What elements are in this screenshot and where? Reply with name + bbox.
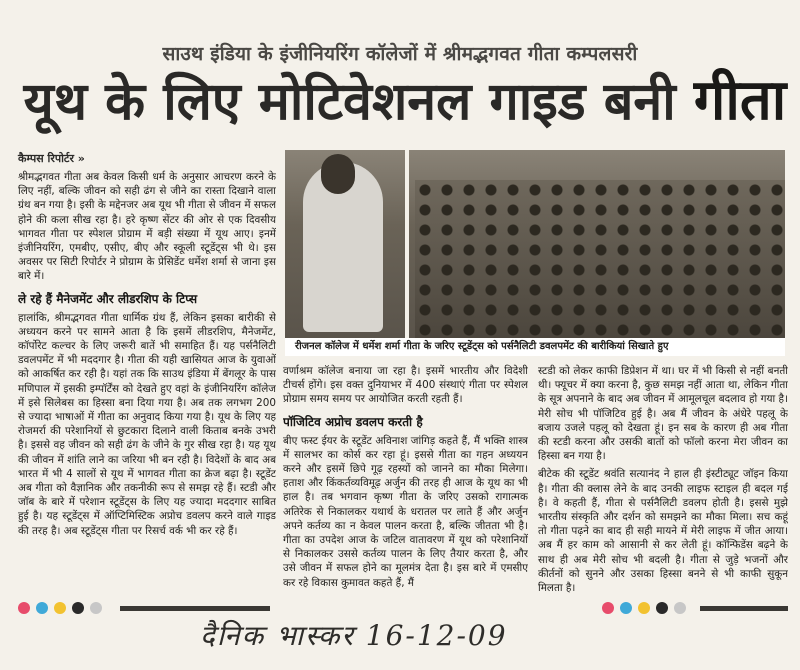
column-left (18, 170, 276, 610)
photo-caption: रीजनल कॉलेज में धर्मेश शर्मा गीता के जरिए स्टूडेंट्स को पर्सनैलिटी डवलपमेंट की बारीकियां सिखाते हुए (285, 338, 785, 356)
mid-body-paragraph: बीए फस्ट ईयर के स्टूडेंट अविनाश जांगिड़ कहते हैं, मैं भक्ति शास्त्र में सालभर का कोर्स कर रहा हूं। इससे गीता का गहन अध्ययन करने और इसमें छिपे गूढ़ रहस्यों को जानने का मौका मिलेगा। हताश और किंकर्तव्यविमूढ़ अर्जुन की तरह ही आज के यूथ का भी हाल है। तब भगवान कृष्ण गीता के जरिए उसको रागात्मक अतिरेक से निकालकर यथार्थ के धरातल पर लाते हैं और अर्जुन अपने कर्तव्य का न केवल पालन करता है, बल्कि जीतता भी है। गीता का उपदेश आज के जटिल वातावरण में यूथ को परेशानियों से निकालकर उससे कर्तव्य पालन के लिए तैयार करता है, और उसे जीवन में सफल होने का मूलमंत्र देता है। इस बारे में एमसीए कर रहे विकास कुमावत कहते हैं, मैं (283, 434, 528, 589)
color-dot (72, 602, 84, 614)
headline-main: यूथ के लिए मोटिवेशनल गाइड बनी (23, 72, 694, 132)
decorative-strip (120, 606, 270, 611)
handwritten-source-note: दैनिक भास्कर 16-12-09 (200, 619, 508, 652)
headline-accent: गीता (693, 68, 787, 133)
color-dot (18, 602, 30, 614)
color-dot (90, 602, 102, 614)
color-dot (54, 602, 66, 614)
audience-figure (415, 180, 785, 338)
color-dots-right (602, 602, 686, 614)
intro-paragraph: श्रीमद्भगवत गीता अब केवल किसी धर्म के अनुसार आचरण करने के लिए नहीं, बल्कि जीवन को सही ढंग से जीने का रास्ता दिखाने वाला ग्रंथ बन गया है। इसी के मद्देनजर अब यूथ भी गीता से जीवन में सफल होने की कला सीख रहा है। हरे कृष्ण सेंटर की ओर से एक दिवसीय भागवत गीता पर स्पेशल प्रोग्राम में बड़ी संख्या में यूथ आए। इनमें इंजीनियरिंग, एमबीए, एसीए, बीए और स्कूली स्टूडेंट्स भी थे। इस अवसर पर सिटी रिपोर्टर ने प्रोग्राम के प्रेसिडेंट धर्मेश शर्मा से जाना इस बारे में। (18, 171, 276, 283)
article-headline (20, 66, 790, 136)
color-dot (620, 602, 632, 614)
mid-top-paragraph: वर्णाश्रम कॉलेज बनाया जा रहा है। इसमें भारतीय और विदेशी टीचर्स होंगे। इस वक्त दुनियाभर में 400 संस्थाएं गीता पर स्पेशल प्रोग्राम समय समय पर आयोजित करती रहती हैं। (283, 365, 528, 406)
column-middle (283, 364, 528, 610)
subheading-leadership: ले रहे हैं मैनेजमेंट और लीडरशिप के टिप्स (18, 291, 198, 306)
color-dot (638, 602, 650, 614)
article-photo (285, 150, 785, 338)
byline: कैम्पस रिपोर्टर » (18, 152, 85, 165)
body-paragraph-1: हालांकि, श्रीमद्भगवत गीता धार्मिक ग्रंथ हैं, लेकिन इसका बारीकी से अध्ययन करने पर सामने आता है कि इसमें लीडरशिप, मैनेजमेंट, कॉर्पोरेट कल्चर के लिए जरूरी बातें भी समाहित हैं। यह पर्सनैलिटी डवलपमेंट में भी मददगार है। गीता की यही खासियत आज के युवाओं को आकर्षित कर रही है। यहां तक कि साउथ इंडिया में बेंगलूर के पास मणिपाल में इसकी इम्पॉर्टेंस को देखते हुए वहां के इंजीनियरिंग कॉलेज में इसे सिलेबस का हिस्सा बना दिया गया है। अब तक लगभग 200 से ज्यादा भाषाओं में गीता का अनुवाद किया गया है। यूथ के लिए यह रोजमर्रा की परेशानियों से छुटकारा दिलाने वाली किताब बनके उभरी है। इससे वह जीवन को सही ढंग के जीने के गुर सीख रहा है। यह यूथ की जीवन में शांति लाने का जरिया भी बन रही है। विदेशों के बाद अब भारत में भी 4 सालों से यूथ में भागवत गीता का क्रेज बढ़ा है। स्टूडेंट अब गीता को वैज्ञानिक और तकनीकी रूप से समझ रहे हैं। स्टडी और जॉब के बारे में परेशान स्टूडेंट्स के लिए यह ज्यादा मददगार साबित हुई है। यह स्टूडेंट्स में ऑप्टिमिस्टिक अप्रोच डवलप करने वाले गाइड की तरह है। अब स्टूडेंट्स गीता पर रिसर्च वर्क भी कर रहे हैं। (18, 311, 276, 537)
speaker-head (321, 154, 355, 194)
right-body-paragraph-2: बीटेक की स्टूडेंट श्रवंति सत्यानंद ने हाल ही इंस्टीट्यूट जॉइन किया है। गीता की क्लास लेने के बाद उनकी लाइफ स्टाइल ही बदल गई है। वे कहती हैं, गीता से पर्सनैलिटी डवलप होती है। इससे मुझे भारतीय संस्कृति और दर्शन को समझने का मौका मिला। सच कहूं तो गीता पढ़ने का बाद ही सही मायने में मेरी लाइफ में जीत आया। अब मैं हर काम को आसानी से कर लेती हूं। कॉन्फिडेंस बढ़ने के साथ ही अब मेरी सोच भी बदली है। गीता से जुड़े भजनों और कीर्तनों को सुनने और उसका हिस्सा बनने से भी काफी सुकून मिलता है। (538, 468, 788, 595)
color-dot (656, 602, 668, 614)
subheading-positive: पॉजिटिव अप्रोच डवलप करती है (283, 414, 423, 429)
color-dot (36, 602, 48, 614)
decorative-strip (700, 606, 788, 611)
color-dots-left (18, 602, 102, 614)
color-dot (674, 602, 686, 614)
column-right (538, 364, 788, 610)
photo-divider (405, 150, 409, 338)
right-body-paragraph: स्टडी को लेकर काफी डिप्रेशन में था। घर में भी किसी से नहीं बनती थी। फ्यूचर में क्या करना है, कुछ समझ नहीं आता था, लेकिन गीता के सूत्र अपनाने के बाद अब जीवन में आमूलचूल बदलाव हो गया है। मेरी सोच भी पॉजिटिव हुई है। अब मैं जीवन के अंधेरे पहलू के बजाय उजले पहलू को देखता हूं। इन सब के कारण ही अब गीता की स्टडी करना और उसकी बातों को फॉलो करना मेरा जीवन का हिस्सा बन गया है। (538, 365, 788, 463)
color-dot (602, 602, 614, 614)
article-kicker: साउथ इंडिया के इंजीनियरिंग कॉलेजों में श्रीमद्भगवत गीता कम्पलसरी (162, 43, 638, 65)
